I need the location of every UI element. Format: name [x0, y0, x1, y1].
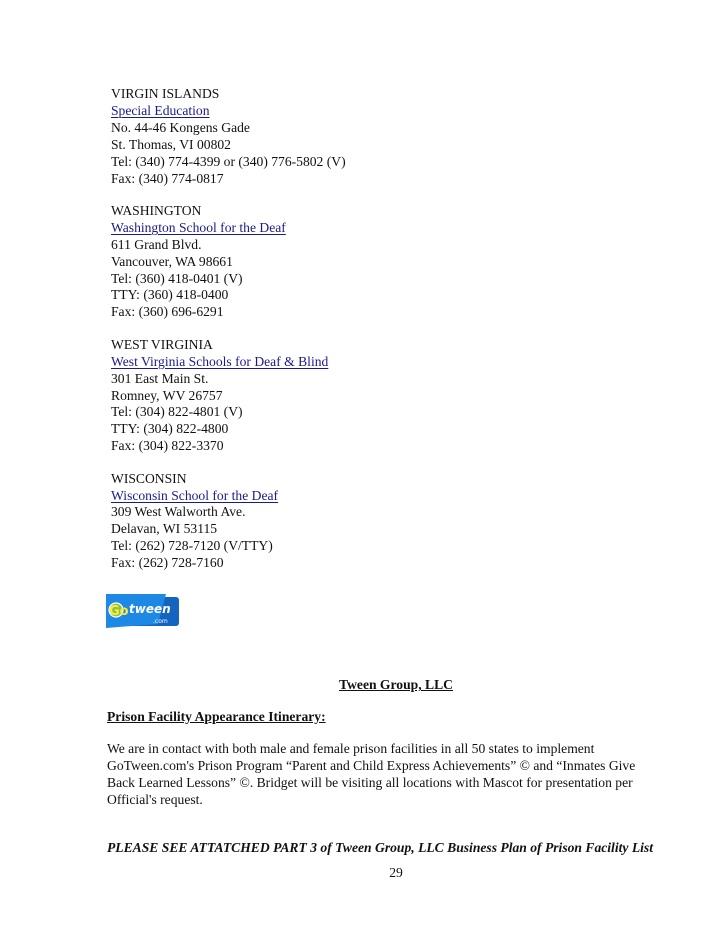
- street-address: 301 East Main St.: [111, 370, 209, 386]
- logo-go-text: Go: [109, 604, 129, 619]
- school-link[interactable]: Wisconsin School for the Deaf: [111, 487, 279, 503]
- city-state-zip: Romney, WV 26757: [111, 387, 223, 403]
- section-heading: Prison Facility Appearance Itinerary:: [107, 709, 326, 724]
- attachment-notice: PLEASE SEE ATTATCHED PART 3 of Tween Group, LLC Business Plan of Prison Facility List: [107, 840, 653, 855]
- telephone: Tel: (340) 774-4399 or (340) 776-5802 (V): [111, 153, 346, 169]
- city-state-zip: St. Thomas, VI 00802: [111, 136, 231, 152]
- street-address: 309 West Walworth Ave.: [111, 504, 246, 520]
- telephone: Tel: (304) 822-4801 (V): [111, 404, 243, 420]
- logo-tween-text: tween: [129, 602, 171, 616]
- directory-entry-west-virginia: [111, 337, 631, 455]
- school-link[interactable]: Special Education: [111, 102, 210, 118]
- page-number: 29: [389, 865, 403, 880]
- paragraph-line: GoTween.com's Prison Program “Parent and Child Express Achievements” © and “Inmates Give: [107, 757, 636, 773]
- company-title: Tween Group, LLC: [339, 677, 453, 692]
- school-directory: [111, 86, 631, 588]
- logo-com-text: .com: [153, 618, 168, 625]
- fax: Fax: (340) 774-0817: [111, 170, 224, 186]
- tty: TTY: (360) 418-0400: [111, 287, 229, 303]
- paragraph-line: We are in contact with both male and female prison facilities in all 50 states to implement: [107, 741, 595, 756]
- fax: Fax: (304) 822-3370: [111, 438, 224, 454]
- directory-entry-virgin-islands: [111, 86, 631, 187]
- gotween-logo: [106, 594, 180, 628]
- fax: Fax: (360) 696-6291: [111, 304, 224, 320]
- street-address: 611 Grand Blvd.: [111, 236, 202, 252]
- telephone: Tel: (262) 728-7120 (V/TTY): [111, 538, 273, 554]
- state-name: VIRGIN ISLANDS: [111, 86, 220, 101]
- fax: Fax: (262) 728-7160: [111, 555, 224, 571]
- street-address: No. 44-46 Kongens Gade: [111, 119, 250, 135]
- school-link[interactable]: Washington School for the Deaf: [111, 219, 286, 235]
- telephone: Tel: (360) 418-0401 (V): [111, 270, 243, 286]
- itinerary-paragraph: [107, 741, 667, 809]
- city-state-zip: Vancouver, WA 98661: [111, 253, 233, 269]
- state-name: WASHINGTON: [111, 202, 202, 218]
- state-name: WISCONSIN: [111, 470, 187, 486]
- state-name: WEST VIRGINIA: [111, 336, 213, 352]
- school-link[interactable]: West Virginia Schools for Deaf & Blind: [111, 353, 329, 369]
- paragraph-line: Official's request.: [107, 791, 203, 807]
- tty: TTY: (304) 822-4800: [111, 421, 229, 437]
- directory-entry-washington: [111, 203, 631, 321]
- paragraph-line: Back Learned Lessons” ©. Bridget will be visiting all locations with Mascot for presentation per: [107, 774, 633, 790]
- directory-entry-wisconsin: [111, 471, 631, 572]
- city-state-zip: Delavan, WI 53115: [111, 521, 218, 537]
